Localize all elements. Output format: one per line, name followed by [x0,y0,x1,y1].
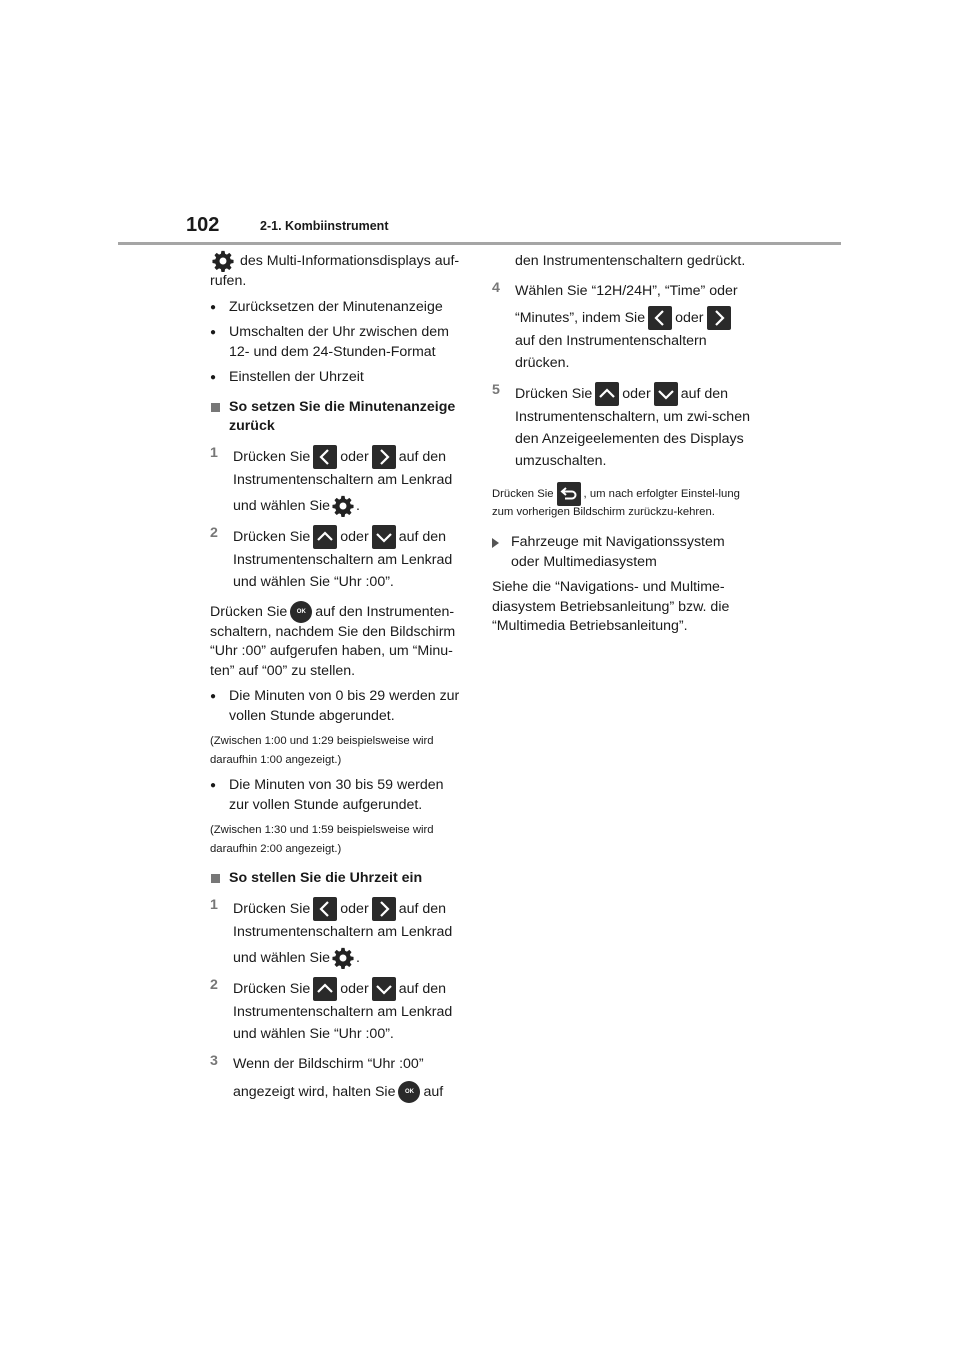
step-text: Drücken Sie [233,528,311,545]
note: (Zwischen 1:30 und 1:59 beispielsweise wird daraufhin 2:00 angezeigt.) [210,824,434,856]
step-text: “Minutes”, indem Sie [515,309,646,326]
step-text: auf den Instrumentenschaltern am Lenkrad [233,448,453,488]
step-2 [210,977,465,1045]
back-arrow-icon [557,482,581,506]
step-text: oder [340,900,369,917]
chevron-left-icon [648,306,672,330]
section-heading [210,398,465,437]
step-text: auf den Instrumentenschaltern drücken. [515,333,707,371]
chevron-up-icon [313,525,337,549]
paragraph-text: auf den Instrumenten-schaltern, nachdem Sie den Bildschirm “Uhr :00” aufgerufen haben, um “Minu-ten” auf “00” zu stellen. [210,603,456,679]
step-1 [210,897,465,969]
step-text: den Instrumentenschaltern gedrückt. [515,253,746,269]
chevron-down-icon [654,382,678,406]
list-item: ● Umschalten der Uhr zwischen dem 12- und dem 24-Stunden-Format [210,323,465,362]
step-text: Drücken Sie [233,448,311,465]
step-text: und wählen Sie “Uhr :00”. [233,573,394,590]
step-text: auf den Instrumentenschaltern, um zwi-schen den Anzeigeelementen des Displays umzuschalten. [515,385,750,469]
header-rule [118,242,841,245]
step-number: 1 [210,896,218,913]
note: (Zwischen 1:00 und 1:29 beispielsweise wird daraufhin 1:00 angezeigt.) [210,735,434,767]
step-text: auf den Instrumentenschaltern am Lenkrad [233,900,453,940]
note-text: Drücken Sie [492,487,554,500]
paragraph: Siehe die “Navigations- und Multime-diasystem Betriebsanleitung” bzw. die “Multimedia Betriebsanleitung”. [492,579,730,634]
page-number: 102 [186,214,220,236]
step-number: 3 [210,1053,218,1069]
step-5 [492,382,754,472]
ok-button-icon: OK [290,601,312,623]
step-2 [210,525,465,593]
square-marker-icon [211,403,220,412]
step-text: oder [340,528,369,545]
step-text: auf den Instrumentenschaltern am Lenkrad [233,980,453,1020]
list-item-text: Fahrzeuge mit Navigationssystem oder Multimediasystem [511,534,725,570]
step-3 [210,1053,465,1103]
step-text: oder [675,309,704,326]
step-text: oder [340,980,369,997]
chevron-right-icon [707,306,731,330]
gear-icon [332,947,354,969]
ok-button-icon: OK [398,1081,420,1103]
note-text: , um nach erfolgter Einstel-lung zum vorherigen Bildschirm zurückzu-kehren. [492,487,740,518]
chevron-up-icon [595,382,619,406]
triangle-marker-icon [492,538,499,548]
list-item [492,533,754,572]
right-column [492,250,754,643]
gear-icon [212,250,234,272]
chevron-down-icon [372,977,396,1001]
list-item: ● Einstellen der Uhrzeit [210,368,465,388]
chevron-down-icon [372,525,396,549]
step-number: 5 [492,382,500,398]
step-4 [492,280,754,374]
section-title: 2-1. Kombiinstrument [260,219,389,233]
step-text: Wenn der Bildschirm “Uhr :00” [233,1056,424,1072]
step-text: . [356,949,360,966]
chevron-left-icon [313,897,337,921]
list-item: ● Zurücksetzen der Minutenanzeige [210,298,465,318]
list-item: ● Die Minuten von 30 bis 59 werden zur vollen Stunde aufgerundet. [210,776,465,815]
step-text: und wählen Sie [233,949,331,966]
step-number: 1 [210,444,218,461]
step-number: 2 [210,524,218,541]
left-column [210,250,465,1111]
chevron-up-icon [313,977,337,1001]
section-heading [210,869,465,889]
step-text: oder [622,385,651,402]
step-text: Wählen Sie “12H/24H”, “Time” oder [515,283,738,299]
step-text: auf den Instrumentenschaltern am Lenkrad [233,528,453,568]
step-number: 4 [492,280,500,296]
step-3-continued [492,250,754,272]
square-marker-icon [211,874,220,883]
step-number: 2 [210,977,218,993]
step-1 [210,445,465,517]
step-text: Drücken Sie [515,385,593,402]
step-text: Drücken Sie [233,900,311,917]
intro-paragraph [210,250,465,292]
chevron-right-icon [372,897,396,921]
section-heading-text: So stellen Sie die Uhrzeit ein [229,870,423,887]
gear-icon [332,495,354,517]
section-heading-text: So setzen Sie die Minutenanzeige zurück [229,398,456,434]
step-text: . [356,497,360,514]
list-item: ● Die Minuten von 0 bis 29 werden zur vollen Stunde abgerundet. [210,687,465,726]
back-note [492,482,754,519]
chevron-right-icon [372,445,396,469]
paragraph-text: Drücken Sie [210,603,288,620]
step-text: angezeigt wird, halten Sie [233,1084,396,1100]
step-text: oder [340,448,369,465]
step-text: Drücken Sie [233,980,311,997]
step-text: und wählen Sie “Uhr :00”. [233,1026,394,1042]
chevron-left-icon [313,445,337,469]
intro-text: des Multi-Informationsdisplays auf-rufen. [210,252,460,289]
ok-paragraph [210,601,465,682]
step-text: und wählen Sie [233,497,331,514]
step-text: auf [423,1084,444,1100]
